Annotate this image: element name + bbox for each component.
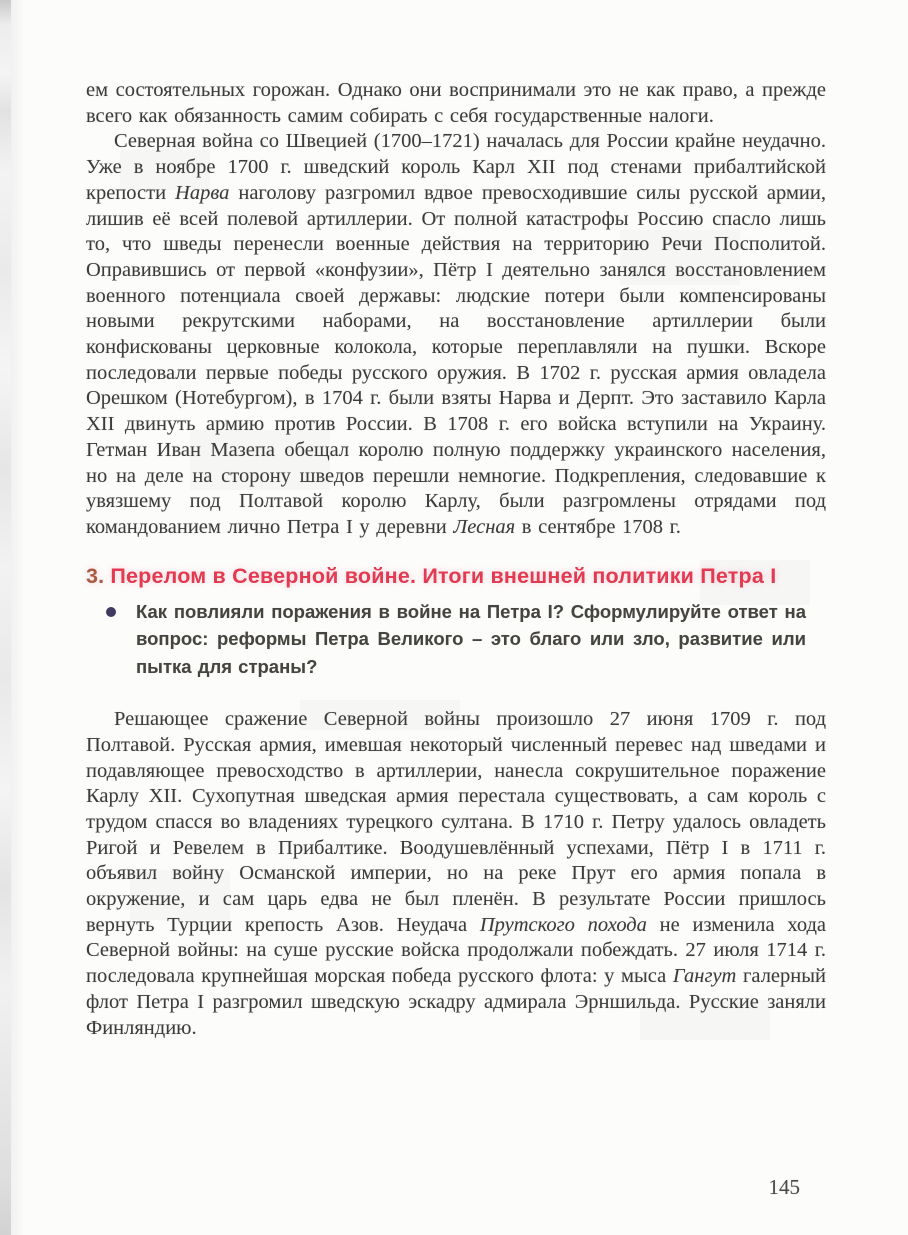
section-title: Перелом в Северной войне. Итоги внешней политики Петра I	[110, 563, 777, 588]
bullet-icon	[106, 607, 116, 617]
paragraph-intro-continuation: ем состоятельных горожан. Однако они воспринимали это не как право, а прежде всего как обязанность самим собирать с себя государственные налоги.	[86, 79, 826, 127]
paragraph-northern-war-start: Северная война со Швецией (1700–1721) началась для России крайне неудачно. Уже в ноябре 1700 г. шведский король Карл XII под стенами прибалтийской крепости Нарва наголову разгромил вдвое превосходившие силы русской армии, лишив её всей полевой артиллерии. От полной катастрофы Россию спасло лишь то, что шведы перенесли военные действия на территорию Речи Посполитой. Оправившись от первой «конфузии», Пётр I деятельно занялся восстановлением военного потенциала своей державы: людские потери были компенсированы новыми рекрутскими наборами, на восстановление артиллерии были конфискованы церковные колокола, которые переплавляли на пушки. Вскоре последовали первые победы русского оружия. В 1702 г. русская армия овладела Орешком (Нотебургом), в 1704 г. были взяты Нарва и Дерпт. Это заставило Карла XII двинуть армию против России. В 1708 г. его войска вступили на Украину. Гетман Иван Мазепа обещал королю полную поддержку украинского населения, но на деле на сторону шведов перешли немногие. Подкрепления, следовавшие к увязшему под Полтавой королю Карлу, были разгромлены отрядами под командованием лично Петра I у деревни Лесная в сентябре 1708 г.	[86, 130, 826, 538]
scan-edge-shadow	[0, 0, 11, 1235]
question-text: Как повлияли поражения в войне на Петра I? Сформулируйте ответ на вопрос: реформы Петра Великого – это благо или зло, развитие или пытка для страны?	[136, 600, 806, 677]
paragraph-poltava: Решающее сражение Северной войны произошло 27 июня 1709 г. под Полтавой. Русская армия, имевшая некоторый численный перевес над шведами и подавляющее превосходство в артиллерии, нанесла сокрушительное поражение Карлу XII. Сухопутная шведская армия перестала существовать, а сам король с трудом спасся во владениях турецкого султана. В 1710 г. Петру удалось овладеть Ригой и Ревелем в Прибалтике. Воодушевлённый успехами, Пётр I в 1711 г. объявил войну Османской империи, но на реке Прут его армия попала в окружение, и сам царь едва не был пленён. В результате России пришлось вернуть Турции крепость Азов. Неудача Прутского похода не изменила хода Северной войны: на суше русские войска продолжали побеждать. 27 июля 1714 г. последовала крупнейшая морская победа русского флота: у мыса Гангут галерный флот Петра I разгромил шведскую эскадру адмирала Эрншильда. Русские заняли Финляндию.	[86, 708, 827, 1039]
text-column	[86, 78, 826, 1041]
section-heading	[86, 564, 826, 589]
section-number: 3.	[86, 563, 105, 588]
page-number: 145	[768, 1175, 800, 1199]
question-block	[104, 598, 806, 681]
scan-edge-fade	[11, 0, 25, 1235]
